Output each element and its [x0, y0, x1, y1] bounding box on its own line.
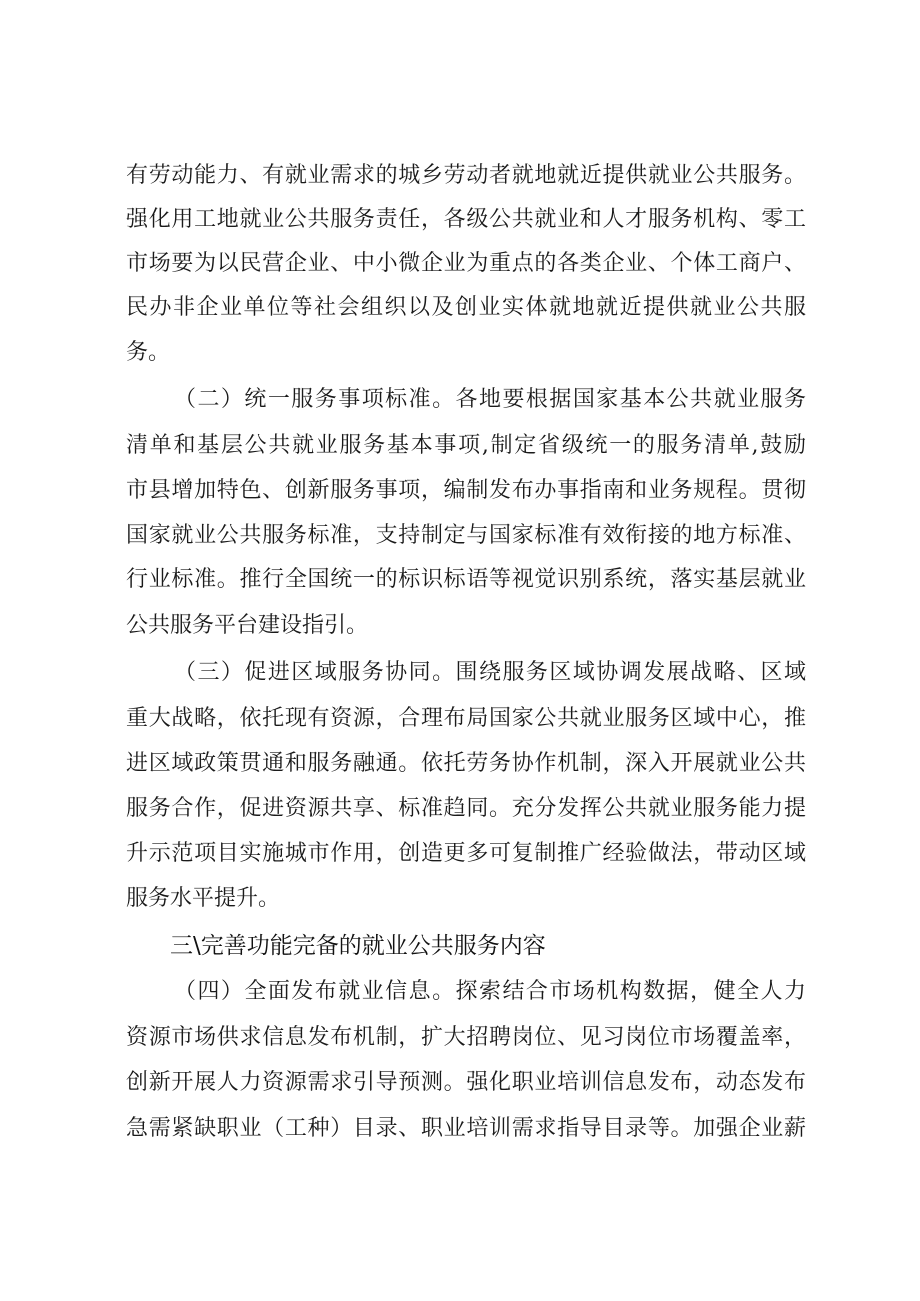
- text-line: 服务合作，促进资源共享、标准趋同。充分发挥公共就业服务能力提: [126, 796, 806, 821]
- text-line: 急需紧缺职业（工种）目录、职业培训需求指导目录等。加强企业薪: [126, 1116, 806, 1141]
- text-line: 升示范项目实施城市作用，创造更多可复制推广经验做法，带动区域: [126, 841, 806, 866]
- text-line: 清单和基层公共就业服务基本事项,制定省级统一的服务清单,鼓励: [126, 433, 806, 458]
- text-line: 服务水平提升。: [126, 886, 281, 911]
- text-line: 进区域政策贯通和服务融通。依托劳务协作机制，深入开展就业公共: [126, 751, 806, 776]
- text-line: 市县增加特色、创新服务事项，编制发布办事指南和业务规程。贯彻: [126, 478, 806, 503]
- text-line: 务。: [126, 340, 171, 365]
- text-line: 国家就业公共服务标准，支持制定与国家标准有效衔接的地方标准、: [126, 523, 806, 548]
- text-line: 民办非企业单位等社会组织以及创业实体就地就近提供就业公共服: [126, 295, 806, 320]
- text-line: 创新开展人力资源需求引导预测。强化职业培训信息发布，动态发布: [126, 1070, 806, 1095]
- text-line: 有劳动能力、有就业需求的城乡劳动者就地就近提供就业公共服务。: [126, 163, 806, 188]
- paragraph-first-line: （三）促进区域服务协同。围绕服务区域协调发展战略、区域: [174, 660, 806, 685]
- text-line: 公共服务平台建设指引。: [126, 613, 369, 638]
- text-line: 市场要为以民营企业、中小微企业为重点的各类企业、个体工商户、: [126, 251, 806, 276]
- text-line: 重大战略，依托现有资源，合理布局国家公共就业服务区域中心，推: [126, 706, 806, 731]
- text-line: 行业标准。推行全国统一的标识标语等视觉识别系统，落实基层就业: [126, 567, 806, 592]
- paragraph-first-line: （四）全面发布就业信息。探索结合市场机构数据，健全人力: [174, 979, 806, 1004]
- section-heading: 三\完善功能完备的就业公共服务内容: [170, 933, 546, 959]
- text-line: 资源市场供求信息发布机制，扩大招聘岗位、见习岗位市场覆盖率，: [126, 1025, 806, 1050]
- paragraph-first-line: （二）统一服务事项标准。各地要根据国家基本公共就业服务: [174, 387, 806, 412]
- text-line: 强化用工地就业公共服务责任，各级公共就业和人才服务机构、零工: [126, 207, 806, 232]
